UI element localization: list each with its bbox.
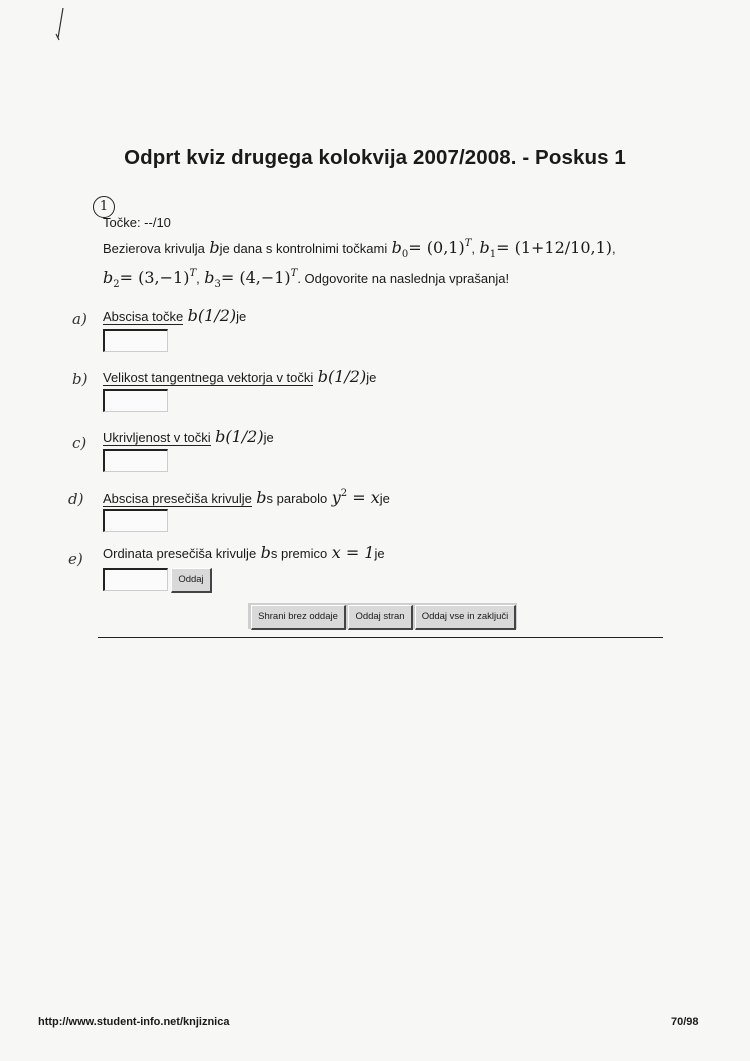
- footer-page-number: 70/98: [671, 1016, 699, 1028]
- answer-input-a[interactable]: [103, 329, 168, 352]
- answer-input-b[interactable]: [103, 389, 168, 412]
- part-b-label: Velikost tangentnega vektorja v točki b(1/2)je: [103, 367, 377, 386]
- footer-url[interactable]: http://www.student-info.net/knjiznica: [38, 1016, 230, 1028]
- control-point-b0: $b_0= (0,1)^T$: [391, 238, 472, 260]
- answer-input-c[interactable]: [103, 449, 168, 472]
- control-point-b3: $b_3= (4,-1)^T$: [204, 268, 298, 290]
- submit-question-button[interactable]: Oddaj: [171, 568, 212, 593]
- intro-text-3: . Odgovorite na naslednja vprašanja!: [297, 271, 510, 286]
- divider: [98, 637, 663, 638]
- part-b-letter: b): [72, 370, 88, 388]
- answer-input-e[interactable]: [103, 568, 168, 591]
- part-a-letter: a): [72, 310, 87, 328]
- part-d-label: Abscisa presečiša krivulje bs parabolo $y^2$ = xje: [103, 488, 390, 507]
- save-without-submit-button[interactable]: Shrani brez oddaje: [251, 605, 346, 630]
- answer-input-d[interactable]: [103, 509, 168, 532]
- pen-mark-icon: [37, 4, 67, 44]
- intro-text-2: je dana s kontrolnimi točkami: [219, 241, 388, 256]
- control-point-b2: $b_2= (3,-1)^T$: [103, 268, 197, 290]
- part-e-label: Ordinata presečiša krivulje bs premico x = 1je: [103, 543, 385, 562]
- part-a-label: Abscisa točke b(1/2)je: [103, 306, 247, 325]
- submit-all-finish-button[interactable]: Oddaj vse in zaključi: [415, 605, 516, 630]
- submit-page-button[interactable]: Oddaj stran: [348, 605, 413, 630]
- control-point-b1: $b_1= (1+12/10,1)$: [479, 238, 613, 260]
- intro-var-b: b: [209, 238, 220, 257]
- question-intro-line-1: Bezierova krivulja bje dana s kontrolnimi točkami $b_0= (0,1)^T$, $b_1= (1+12/10,1)$,: [103, 238, 616, 260]
- points-label: Točke: --/10: [103, 215, 171, 230]
- page-title: Odprt kviz drugega kolokvija 2007/2008. - Poskus 1: [124, 146, 626, 169]
- part-c-label: Ukrivljenost v točki b(1/2)je: [103, 427, 274, 446]
- part-c-letter: c): [72, 434, 87, 452]
- question-intro-line-2: $b_2= (3,-1)^T$, $b_3= (4,-1)^T$. Odgovorite na naslednja vprašanja!: [103, 268, 510, 290]
- question-number: 1: [93, 196, 115, 218]
- part-e-letter: e): [68, 550, 83, 568]
- part-d-letter: d): [68, 490, 84, 508]
- intro-text-1: Bezierova krivulja: [103, 241, 205, 256]
